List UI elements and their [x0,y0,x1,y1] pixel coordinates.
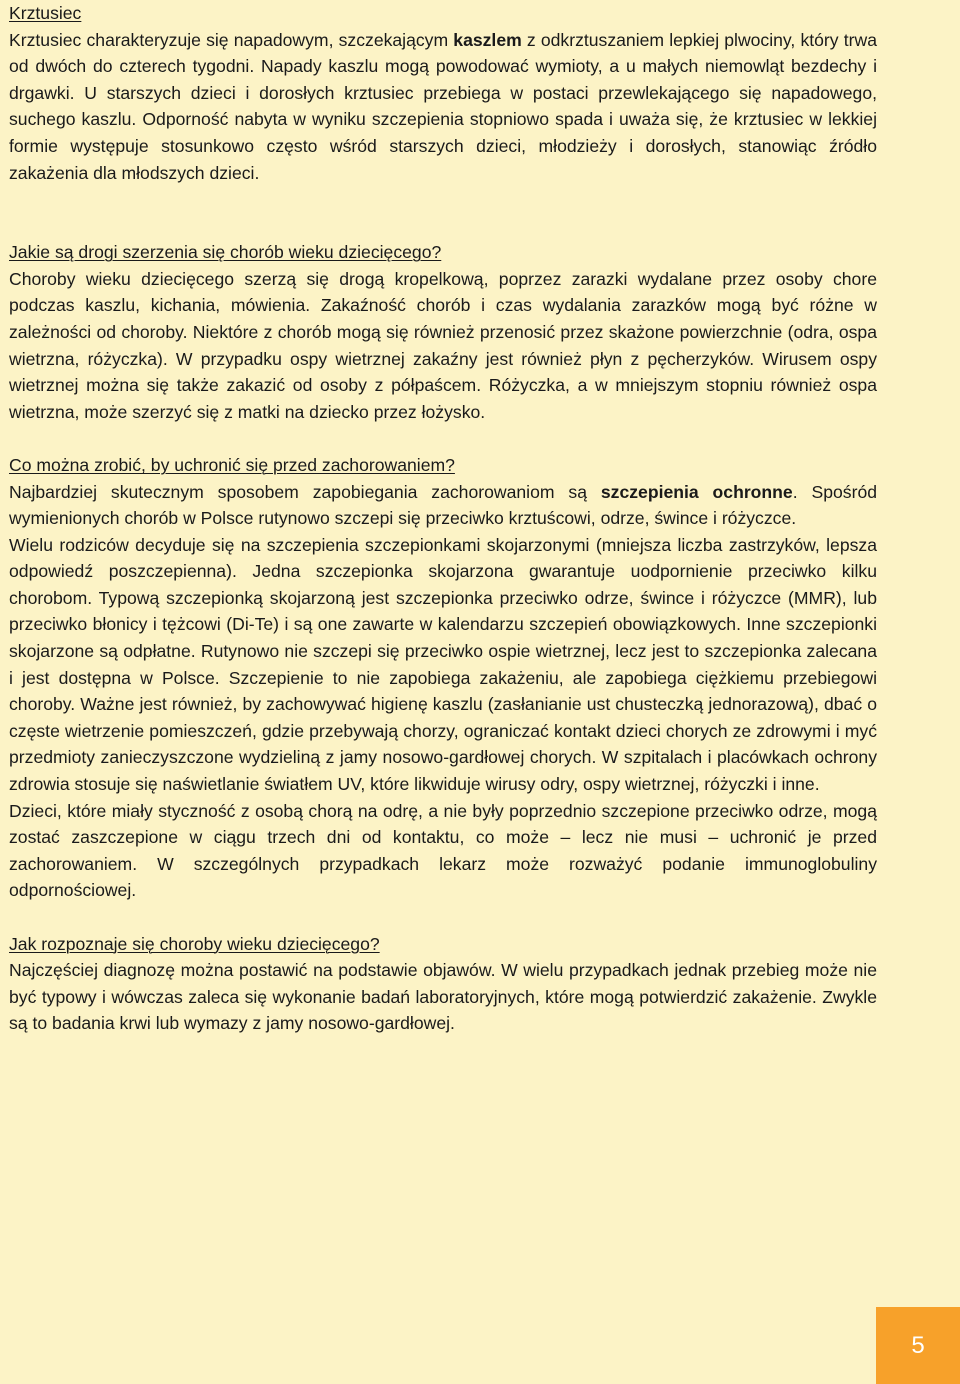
paragraph [9,27,877,187]
paragraph [9,266,877,426]
text-run: z odkrztuszaniem lepkiej plwociny, który trwa od dwóch do czterech tygodni. Napady kaszlu mogą powodować wymioty, a u małych niemowląt bezdechy i drgawki. U starszych dzieci i dorosłych krztusiec przebiega w postaci przewlekającego się napadowego, suchego kaszlu. Odporność nabyta w wyniku szczepienia stopniowo spada i uważa się, że krztusiec w lekkiej formie występuje stosunkowo często wśród starszych dzieci, młodzieży i dorosłych, stanowiąc źródło zakażenia dla młodszych dzieci. [9,29,877,183]
document-body [9,0,877,1037]
text-run: . Spośród wymienionych chorób w Polsce rutynowo szczepi się przeciwko krztuścowi, odrze, śwince i różyczce. [9,481,878,529]
paragraph [9,957,877,1037]
section-pertussis [9,0,877,186]
section-transmission [9,239,877,425]
text-run: Najbardziej skutecznym sposobem zapobiegania zachorowaniom są [9,481,601,502]
text-run: Dzieci, które miały styczność z osobą chorą na odrę, a nie były poprzednio szczepione przeciwko odrze, mogą zostać zaszczepione w ciągu trzech dni od kontaktu, co może – lecz nie musi – uchronić je przed zachorowaniem. W szczególnych przypadkach lekarz może rozważyć podanie immunoglobuliny odpornościowej. [9,800,877,901]
paragraph [9,479,877,532]
text-run: Choroby wieku dziecięcego szerzą się drogą kropelkową, poprzez zarazki wydalane przez osoby chore podczas kaszlu, kichania, mówienia. Zakaźność chorób i czas wydalania zarazków mogą być różne w zależności od choroby. Niektóre z chorób mogą się również przenosić przez skażone powierzchnie (odra, ospa wietrzna, różyczka). W przypadku ospy wietrznej zakaźny jest również płyn z pęcherzyków. Wirusem ospy wietrznej można się także zakazić od osoby z półpaścem. Różyczka, a w mniejszym stopniu również ospa wietrzna, może szerzyć się z matki na dziecko przez łożysko. [9,268,877,422]
section-heading: Jakie są drogi szerzenia się chorób wieku dziecięcego? [9,242,442,263]
section-heading: Krztusiec [9,3,82,23]
page-number-badge [876,1307,960,1384]
text-run: Krztusiec charakteryzuje się napadowym, szczekającym [9,29,454,50]
section-diagnosis [9,931,877,1037]
section-prevention [9,452,877,904]
bold-term: szczepienia ochronne [600,481,793,502]
section-heading: Jak rozpoznaje się choroby wieku dziecięcego? [9,933,380,954]
text-run: Wielu rodziców decyduje się na szczepienia szczepionkami skojarzonymi (mniejsza liczba zastrzyków, lepsza odpowiedź poszczepienna). Jedna szczepionka skojarzona gwarantuje uodpornienie przeciwko kilku chorobom. Typową szczepionką skojarzoną jest szczepionka przeciwko odrze, śwince i różyczce (MMR), lub przeciwko błonicy i tężcowi (Di-Te) i są one zawarte w kalendarzu szczepień obowiązkowych. Inne szczepionki skojarzone są odpłatne. Rutynowo nie szczepi się przeciwko ospie wietrznej, lecz jest to szczepionka zalecana i jest dostępna w Polsce. Szczepienie to nie zapobiega zakażeniu, ale zapobiega ciężkiemu przebiegowi choroby. Ważne jest również, by zachowywać higienę kaszlu (zasłanianie ust chusteczką jednorazową), dbać o częste wietrzenie pomieszczeń, gdzie przebywają chorzy, ograniczać kontakt dzieci chorych ze zdrowymi i myć przedmioty zanieczyszczone wydzieliną z jamy nosowo-gardłowej chorych. W szpitalach i placówkach ochrony zdrowia stosuje się naświetlanie światłem UV, które likwiduje wirusy odry, ospy wietrznej, różyczki i inne. [9,534,877,795]
text-run: Najczęściej diagnozę można postawić na podstawie objawów. W wielu przypadkach jednak przebieg może nie być typowy i wówczas zaleca się wykonanie badań laboratoryjnych, które mogą potwierdzić zakażenie. Zwykle są to badania krwi lub wymazy z jamy nosowo-gardłowej. [9,960,877,1034]
section-heading: Co można zrobić, by uchronić się przed zachorowaniem? [9,454,455,475]
paragraph [9,532,877,798]
bold-term: kaszlem [453,29,522,50]
paragraph [9,798,877,904]
page-number: 5 [911,1331,925,1359]
